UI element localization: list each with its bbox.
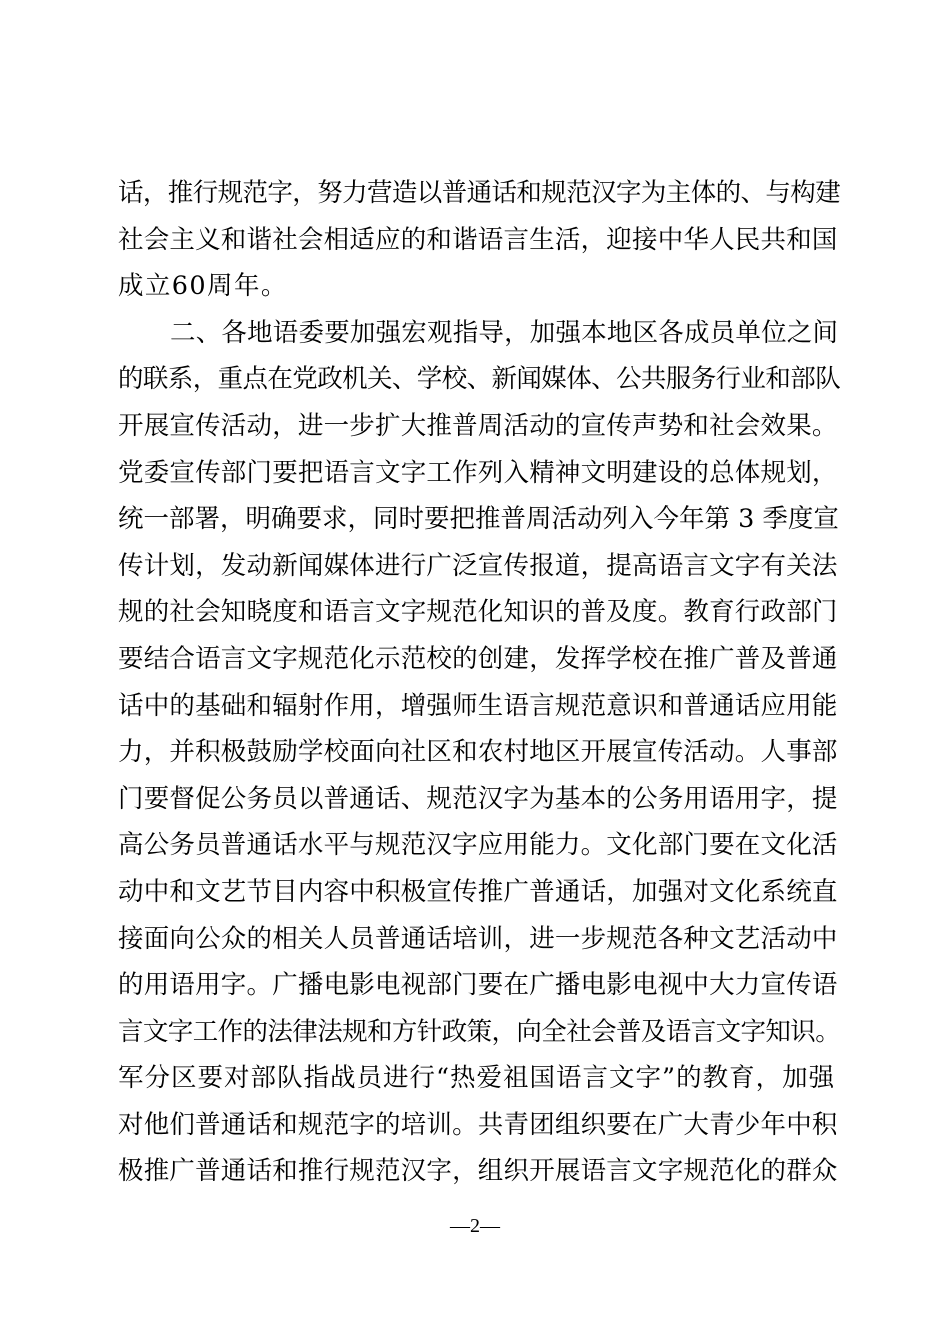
body-text-line: 对他们普通话和规范字的培训。共青团组织要在广大青少年中积 [118, 1109, 838, 1140]
page-number: —2— [450, 1215, 500, 1237]
body-text-line: 门要督促公务员以普通话、规范汉字为基本的公务用语用字，提 [118, 783, 838, 814]
body-text-line: 党委宣传部门要把语言文字工作列入精神文明建设的总体规划， [118, 457, 838, 488]
body-text-line: 统一部署，明确要求，同时要把推普周活动列入今年第 3 季度宣 [118, 504, 839, 535]
body-text-line: 的用语用字。广播电影电视部门要在广播电影电视中大力宣传语 [118, 970, 838, 1001]
body-text-line: 社会主义和谐社会相适应的和谐语言生活，迎接中华人民共和国 [118, 224, 838, 255]
body-text-line: 力，并积极鼓励学校面向社区和农村地区开展宣传活动。人事部 [118, 737, 838, 768]
body-text-line: 话中的基础和辐射作用，增强师生语言规范意识和普通话应用能 [118, 690, 838, 721]
body-text-line: 动中和文艺节目内容中积极宣传推广普通话，加强对文化系统直 [118, 876, 838, 907]
body-text-line: 要结合语言文字规范化示范校的创建，发挥学校在推广普及普通 [118, 643, 838, 674]
body-text-line: 二、各地语委要加强宏观指导，加强本地区各成员单位之间 [170, 317, 839, 348]
body-text-line: 接面向公众的相关人员普通话培训，进一步规范各种文艺活动中 [118, 923, 838, 954]
body-text-line: 极推广普通话和推行规范汉字，组织开展语言文字规范化的群众 [118, 1156, 838, 1187]
body-text-line: 开展宣传活动，进一步扩大推普周活动的宣传声势和社会效果。 [118, 410, 838, 441]
body-text-line: 成立60周年。 [118, 271, 288, 302]
body-text-line: 高公务员普通话水平与规范汉字应用能力。文化部门要在文化活 [118, 830, 838, 861]
body-text-line: 言文字工作的法律法规和方针政策，向全社会普及语言文字知识。 [118, 1016, 841, 1047]
body-text-line: 军分区要对部队指战员进行“热爱祖国语言文字”的教育，加强 [118, 1063, 836, 1094]
body-text-line: 话，推行规范字，努力营造以普通话和规范汉字为主体的、与构建 [118, 178, 841, 208]
body-text-line: 的联系，重点在党政机关、学校、新闻媒体、公共服务行业和部队 [118, 364, 841, 395]
body-text-line: 规的社会知晓度和语言文字规范化知识的普及度。教育行政部门 [118, 597, 838, 628]
document-body [118, 170, 841, 1195]
body-text-line: 传计划，发动新闻媒体进行广泛宣传报道，提高语言文字有关法 [118, 550, 838, 581]
